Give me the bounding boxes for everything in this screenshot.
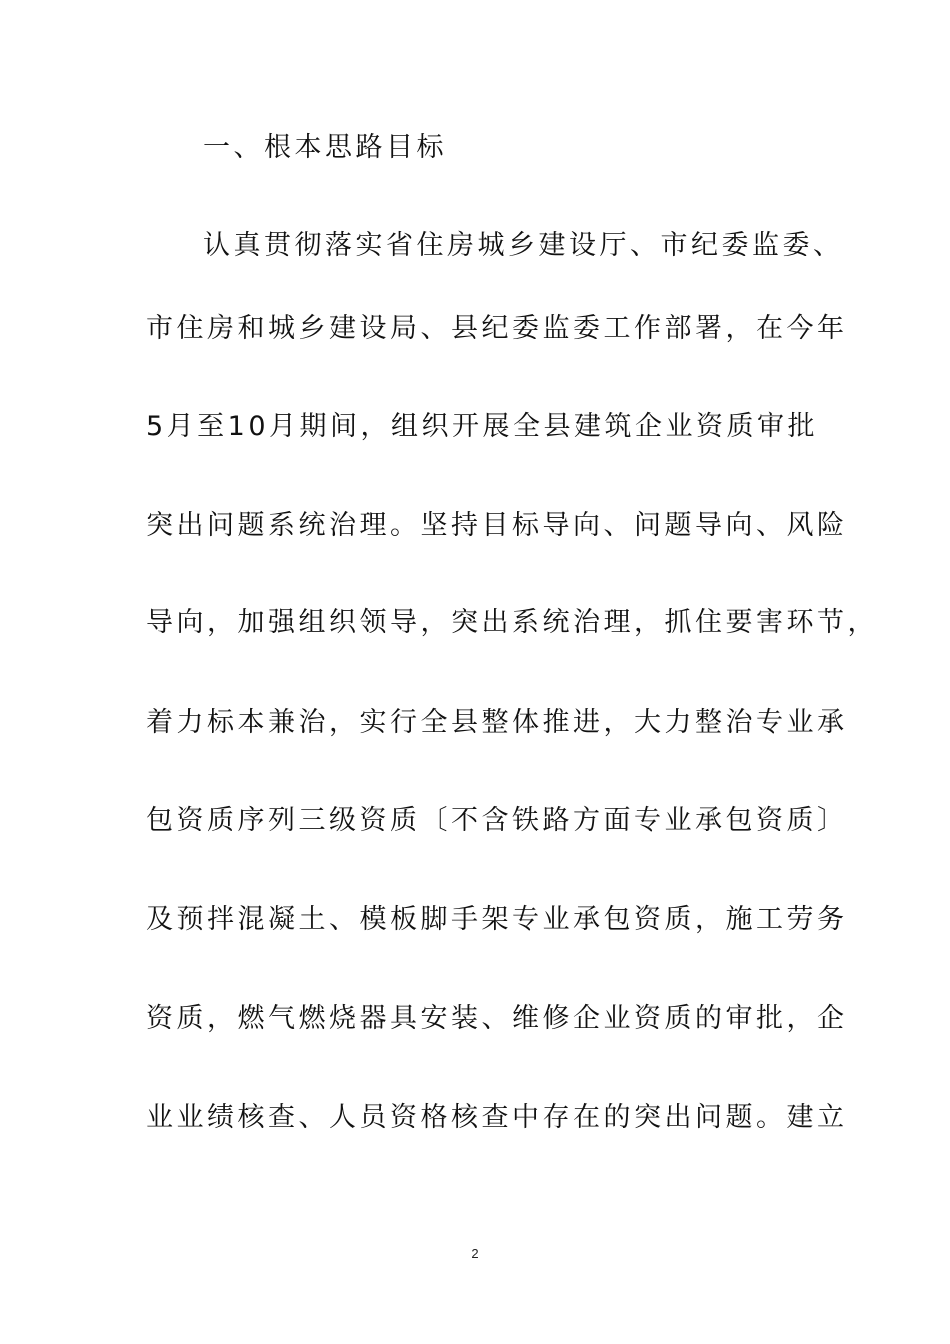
paragraph-line-7: 包资质序列三级资质〔不含铁路方面专业承包资质〕 (146, 805, 848, 836)
paragraph-line-4: 突出问题系统治理。坚持目标导向、问题导向、风险 (146, 510, 848, 541)
paragraph-line-5: 导向，加强组织领导，突出系统治理，抓住要害环节， (146, 607, 878, 638)
paragraph-line-2: 市住房和城乡建设局、县纪委监委工作部署，在今年 (146, 313, 848, 344)
paragraph-line-1: 认真贯彻落实省住房城乡建设厅、市纪委监委、 (203, 230, 844, 261)
page-number: 2 (471, 1246, 479, 1261)
paragraph-line-9: 资质，燃气燃烧器具安装、维修企业资质的审批，企 (146, 1003, 848, 1034)
paragraph-line-6: 着力标本兼治，实行全县整体推进，大力整治专业承 (146, 707, 848, 738)
section-heading: 一、根本思路目标 (203, 132, 447, 163)
paragraph-line-10: 业业绩核查、人员资格核查中存在的突出问题。建立 (146, 1102, 848, 1133)
paragraph-line-3: 5月至10月期间，组织开展全县建筑企业资质审批 (146, 411, 819, 442)
paragraph-line-8: 及预拌混凝土、模板脚手架专业承包资质，施工劳务 (146, 904, 848, 935)
